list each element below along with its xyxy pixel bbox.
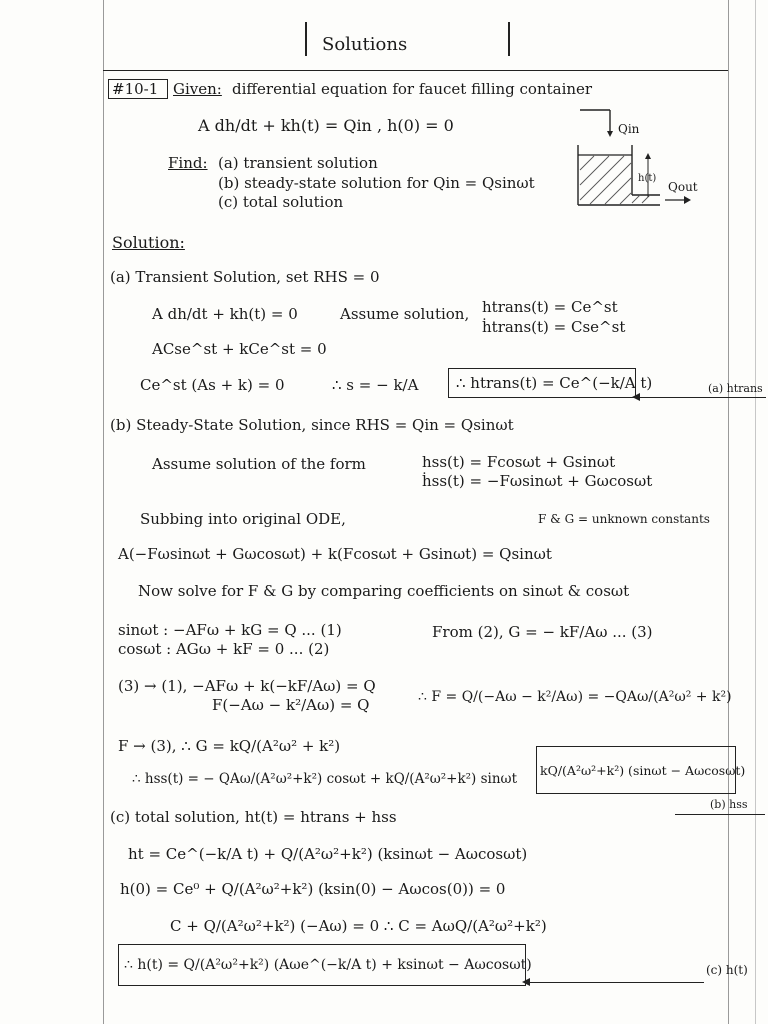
part-a-eq1: A dh/dt + kh(t) = 0	[152, 305, 298, 323]
part-b-arrow-line	[675, 814, 765, 815]
find-label: Find:	[168, 154, 208, 172]
part-b-sub-eq: A(−Fωsinωt + Gωcosωt) + k(Fcosωt + Gsinωt) = Qsinωt	[118, 545, 552, 563]
part-b-sub31: (3) → (1), −AFω + k(−kF/Aω) = Q	[118, 677, 376, 695]
part-b-hss: hss(t) = Fcosωt + Gsinωt	[422, 453, 616, 471]
problem-number: #10-1	[112, 80, 159, 98]
part-b-f-result: ∴ F = Q/(−Aω − k²/Aω) = −QAω/(A²ω² + k²)	[418, 689, 732, 705]
left-margin-line	[103, 0, 104, 1024]
part-b-hss-dot: ḣss(t) = −Fωsinωt + Gωcosωt	[422, 472, 653, 490]
part-c-boxed-answer: ∴ h(t) = Q/(A²ω²+k²) (Aωe^(−k/A t) + ksinωt − Aωcosωt)	[124, 957, 532, 973]
title-bar-right	[508, 22, 510, 56]
part-b-subbing: Subbing into original ODE,	[140, 510, 346, 528]
title-bar-left	[305, 22, 307, 56]
part-b-side-label: (b) hss	[710, 798, 748, 811]
solution-heading: Solution:	[112, 233, 185, 252]
part-b-assume: Assume solution of the form	[152, 455, 366, 473]
part-b-from2: From (2), G = − kF/Aω ... (3)	[432, 623, 653, 641]
given-label: Given:	[173, 80, 222, 98]
part-b-f3: F → (3), ∴ G = kQ/(A²ω² + k²)	[118, 737, 341, 755]
part-a-boxed-answer: ∴ htrans(t) = Ce^(−k/A t)	[456, 374, 653, 392]
title-divider	[103, 70, 728, 71]
page-title: Solutions	[322, 34, 408, 55]
find-a: (a) transient solution	[218, 154, 378, 172]
part-b-heading: (b) Steady-State Solution, since RHS = Qin = Qsinωt	[110, 416, 514, 434]
part-c-heading: (c) total solution, ht(t) = htrans + hss	[110, 808, 397, 826]
find-c: (c) total solution	[218, 193, 344, 211]
part-b-solve: Now solve for F & G by comparing coefficients on sinωt & cosωt	[138, 582, 630, 600]
part-b-sub31b: F(−Aω − k²/Aω) = Q	[212, 696, 370, 714]
diagram-qin-label: Qin	[618, 122, 640, 136]
part-a-eq2: ACse^st + kCe^st = 0	[152, 340, 327, 358]
part-c-eq3: C + Q/(A²ω²+k²) (−Aω) = 0 ∴ C = AωQ/(A²ω²+k²)	[170, 917, 547, 935]
find-b: (b) steady-state solution for Qin = Qsinωt	[218, 174, 535, 192]
diagram-ht-label: h(t)	[638, 173, 657, 184]
part-c-eq1: ht = Ce^(−k/A t) + Q/(A²ω²+k²) (ksinωt − Aωcosωt)	[128, 845, 528, 863]
edge-line	[755, 0, 756, 1024]
given-text: differential equation for faucet filling container	[232, 80, 593, 98]
part-b-hss-result: ∴ hss(t) = − QAω/(A²ω²+k²) cosωt + kQ/(A²ω²+k²) sinωt	[132, 771, 517, 787]
part-c-eq2: h(0) = Ce⁰ + Q/(A²ω²+k²) (ksin(0) − Aωcos(0)) = 0	[120, 880, 506, 898]
part-b-boxed-answer: kQ/(A²ω²+k²) (sinωt − Aωcosωt)	[540, 763, 746, 778]
part-a-side-label: (a) htrans	[708, 382, 763, 395]
part-c-side-label: (c) h(t)	[706, 963, 748, 977]
right-margin-line	[728, 0, 729, 1024]
part-a-arrow-head	[632, 393, 640, 401]
part-a-htrans: htrans(t) = Ce^st	[482, 298, 618, 316]
diagram-qout-label: Qout	[668, 180, 698, 194]
part-a-arrow-line	[638, 397, 766, 398]
part-a-assume: Assume solution,	[340, 305, 470, 323]
given-equation: A dh/dt + kh(t) = Qin , h(0) = 0	[198, 116, 454, 135]
part-a-heading: (a) Transient Solution, set RHS = 0	[110, 268, 380, 286]
part-b-cos-eq: cosωt : AGω + kF = 0 ... (2)	[118, 640, 330, 658]
part-a-s-result: ∴ s = − k/A	[332, 376, 419, 394]
part-a-eq3: Ce^st (As + k) = 0	[140, 376, 285, 394]
part-b-sin-eq: sinωt : −AFω + kG = Q ... (1)	[118, 621, 342, 639]
part-c-arrow-head	[522, 978, 530, 986]
part-b-unknown: F & G = unknown constants	[538, 512, 710, 526]
part-a-htrans-dot: ḣtrans(t) = Cse^st	[482, 318, 626, 336]
part-c-arrow-line	[526, 982, 704, 983]
